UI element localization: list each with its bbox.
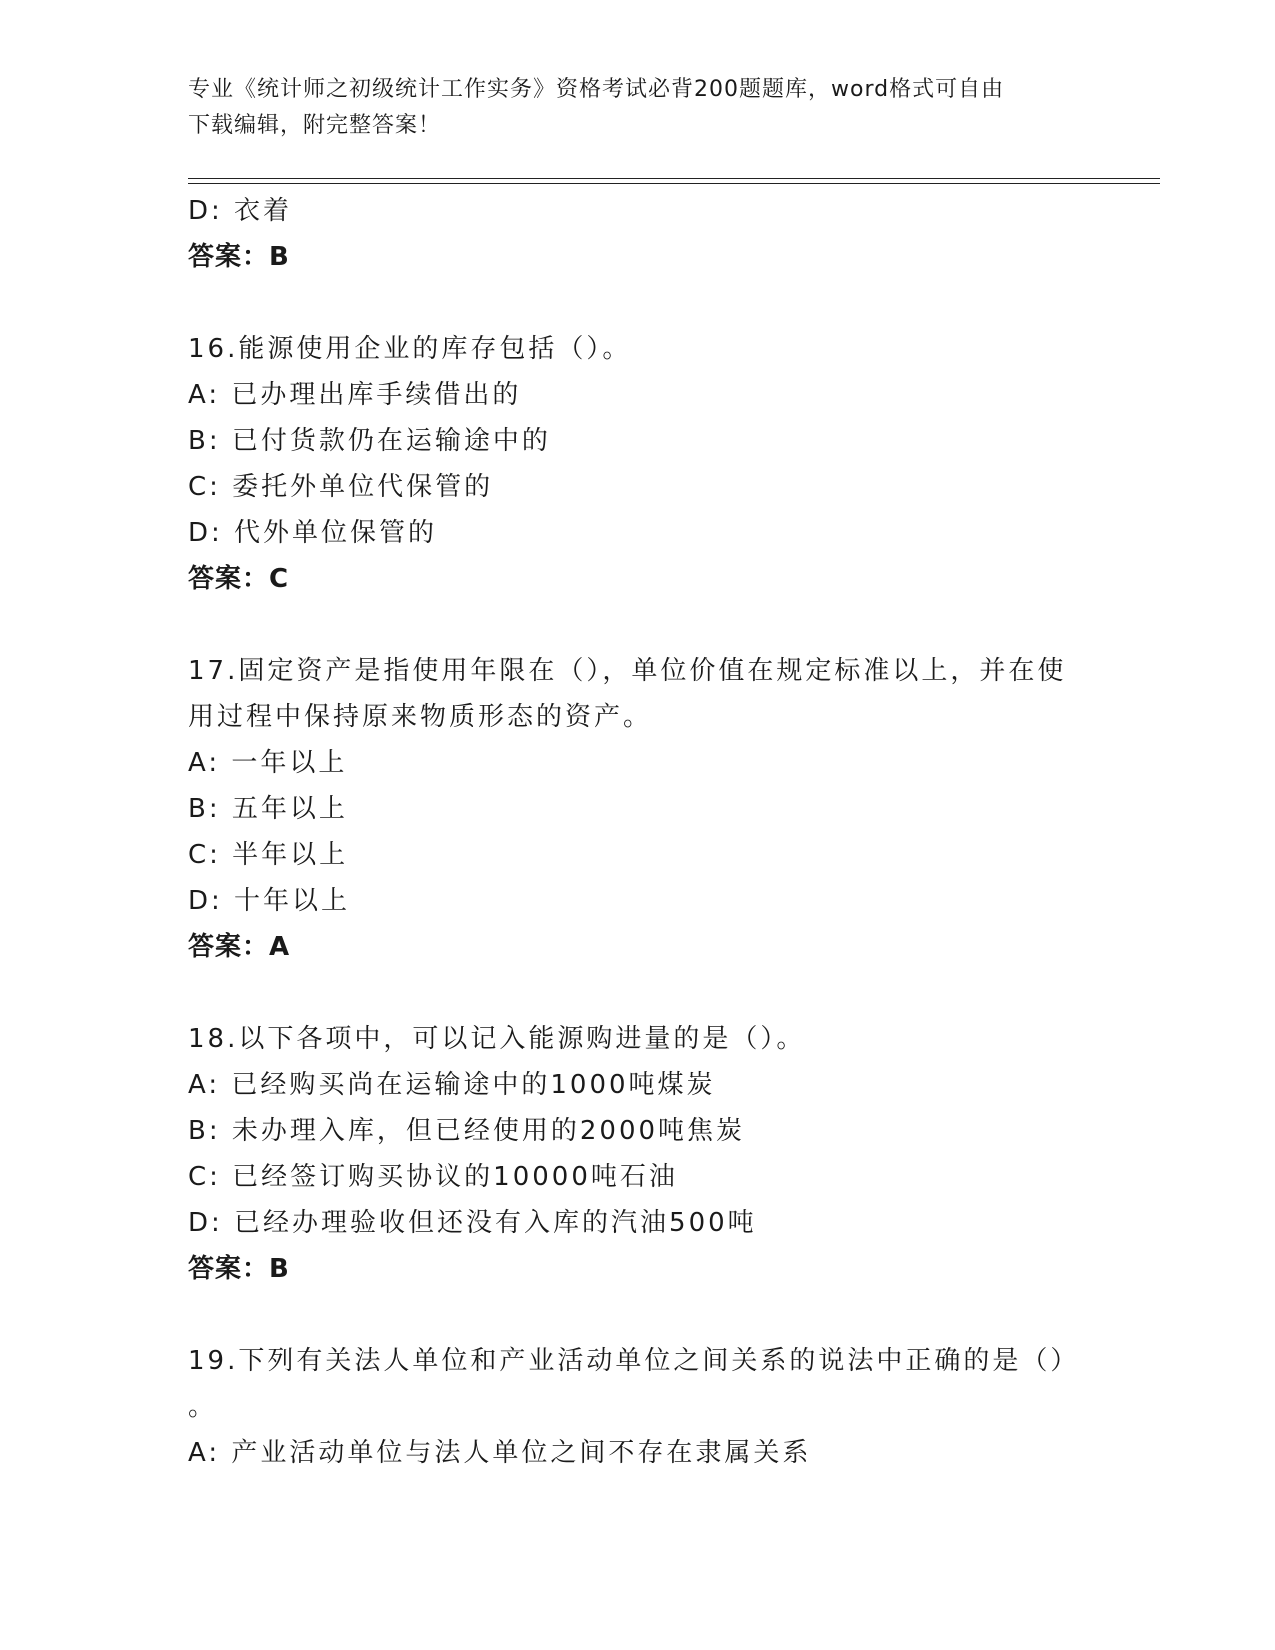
q16-option-c: C: 委托外单位代保管的 — [188, 472, 494, 502]
q16-option-b: B: 已付货款仍在运输途中的 — [188, 426, 551, 456]
spacer — [188, 970, 1088, 1016]
q17-stem-line-1: 17.固定资产是指使用年限在（），单位价值在规定标准以上，并在使 — [188, 656, 1067, 686]
q18-option-b: B: 未办理入库，但已经使用的2000吨焦炭 — [188, 1116, 746, 1146]
q17-stem-line-2: 用过程中保持原来物质形态的资产。 — [188, 702, 653, 732]
q16-option-d: D: 代外单位保管的 — [188, 518, 438, 548]
question-15-tail — [188, 188, 1088, 280]
q16-stem: 16.能源使用企业的库存包括（）。 — [188, 334, 632, 364]
q19-option-a: A: 产业活动单位与法人单位之间不存在隶属关系 — [188, 1438, 812, 1468]
q16-answer: 答案：C — [188, 564, 290, 594]
spacer — [188, 602, 1088, 648]
question-16 — [188, 326, 1088, 602]
header-divider-bottom — [188, 183, 1160, 184]
q18-option-d: D: 已经办理验收但还没有入库的汽油500吨 — [188, 1208, 757, 1238]
document-header — [188, 72, 1068, 144]
q17-option-c: C: 半年以上 — [188, 840, 349, 870]
question-17 — [188, 648, 1088, 970]
question-18 — [188, 1016, 1088, 1292]
q19-stem-line-2: 。 — [188, 1392, 218, 1422]
q18-answer: 答案：B — [188, 1254, 290, 1284]
header-title-line-1: 专业《统计师之初级统计工作实务》资格考试必背200题题库，word格式可自由 — [188, 77, 1005, 102]
q15-option-d: D: 衣着 — [188, 196, 293, 226]
q17-option-a: A: 一年以上 — [188, 748, 348, 778]
q17-option-d: D: 十年以上 — [188, 886, 351, 916]
q18-option-a: A: 已经购买尚在运输途中的1000吨煤炭 — [188, 1070, 716, 1100]
spacer — [188, 1292, 1088, 1338]
q17-answer: 答案：A — [188, 932, 291, 962]
q16-option-a: A: 已办理出库手续借出的 — [188, 380, 522, 410]
q19-stem-line-1: 19.下列有关法人单位和产业活动单位之间关系的说法中正确的是（） — [188, 1346, 1080, 1376]
q18-stem: 18.以下各项中，可以记入能源购进量的是（）。 — [188, 1024, 806, 1054]
header-divider-top — [188, 178, 1160, 179]
q15-answer: 答案：B — [188, 242, 290, 272]
question-list — [188, 188, 1088, 1476]
q18-option-c: C: 已经签订购买协议的10000吨石油 — [188, 1162, 678, 1192]
q17-option-b: B: 五年以上 — [188, 794, 348, 824]
spacer — [188, 280, 1088, 326]
header-title-line-2: 下载编辑，附完整答案！ — [188, 113, 442, 138]
question-19 — [188, 1338, 1088, 1476]
